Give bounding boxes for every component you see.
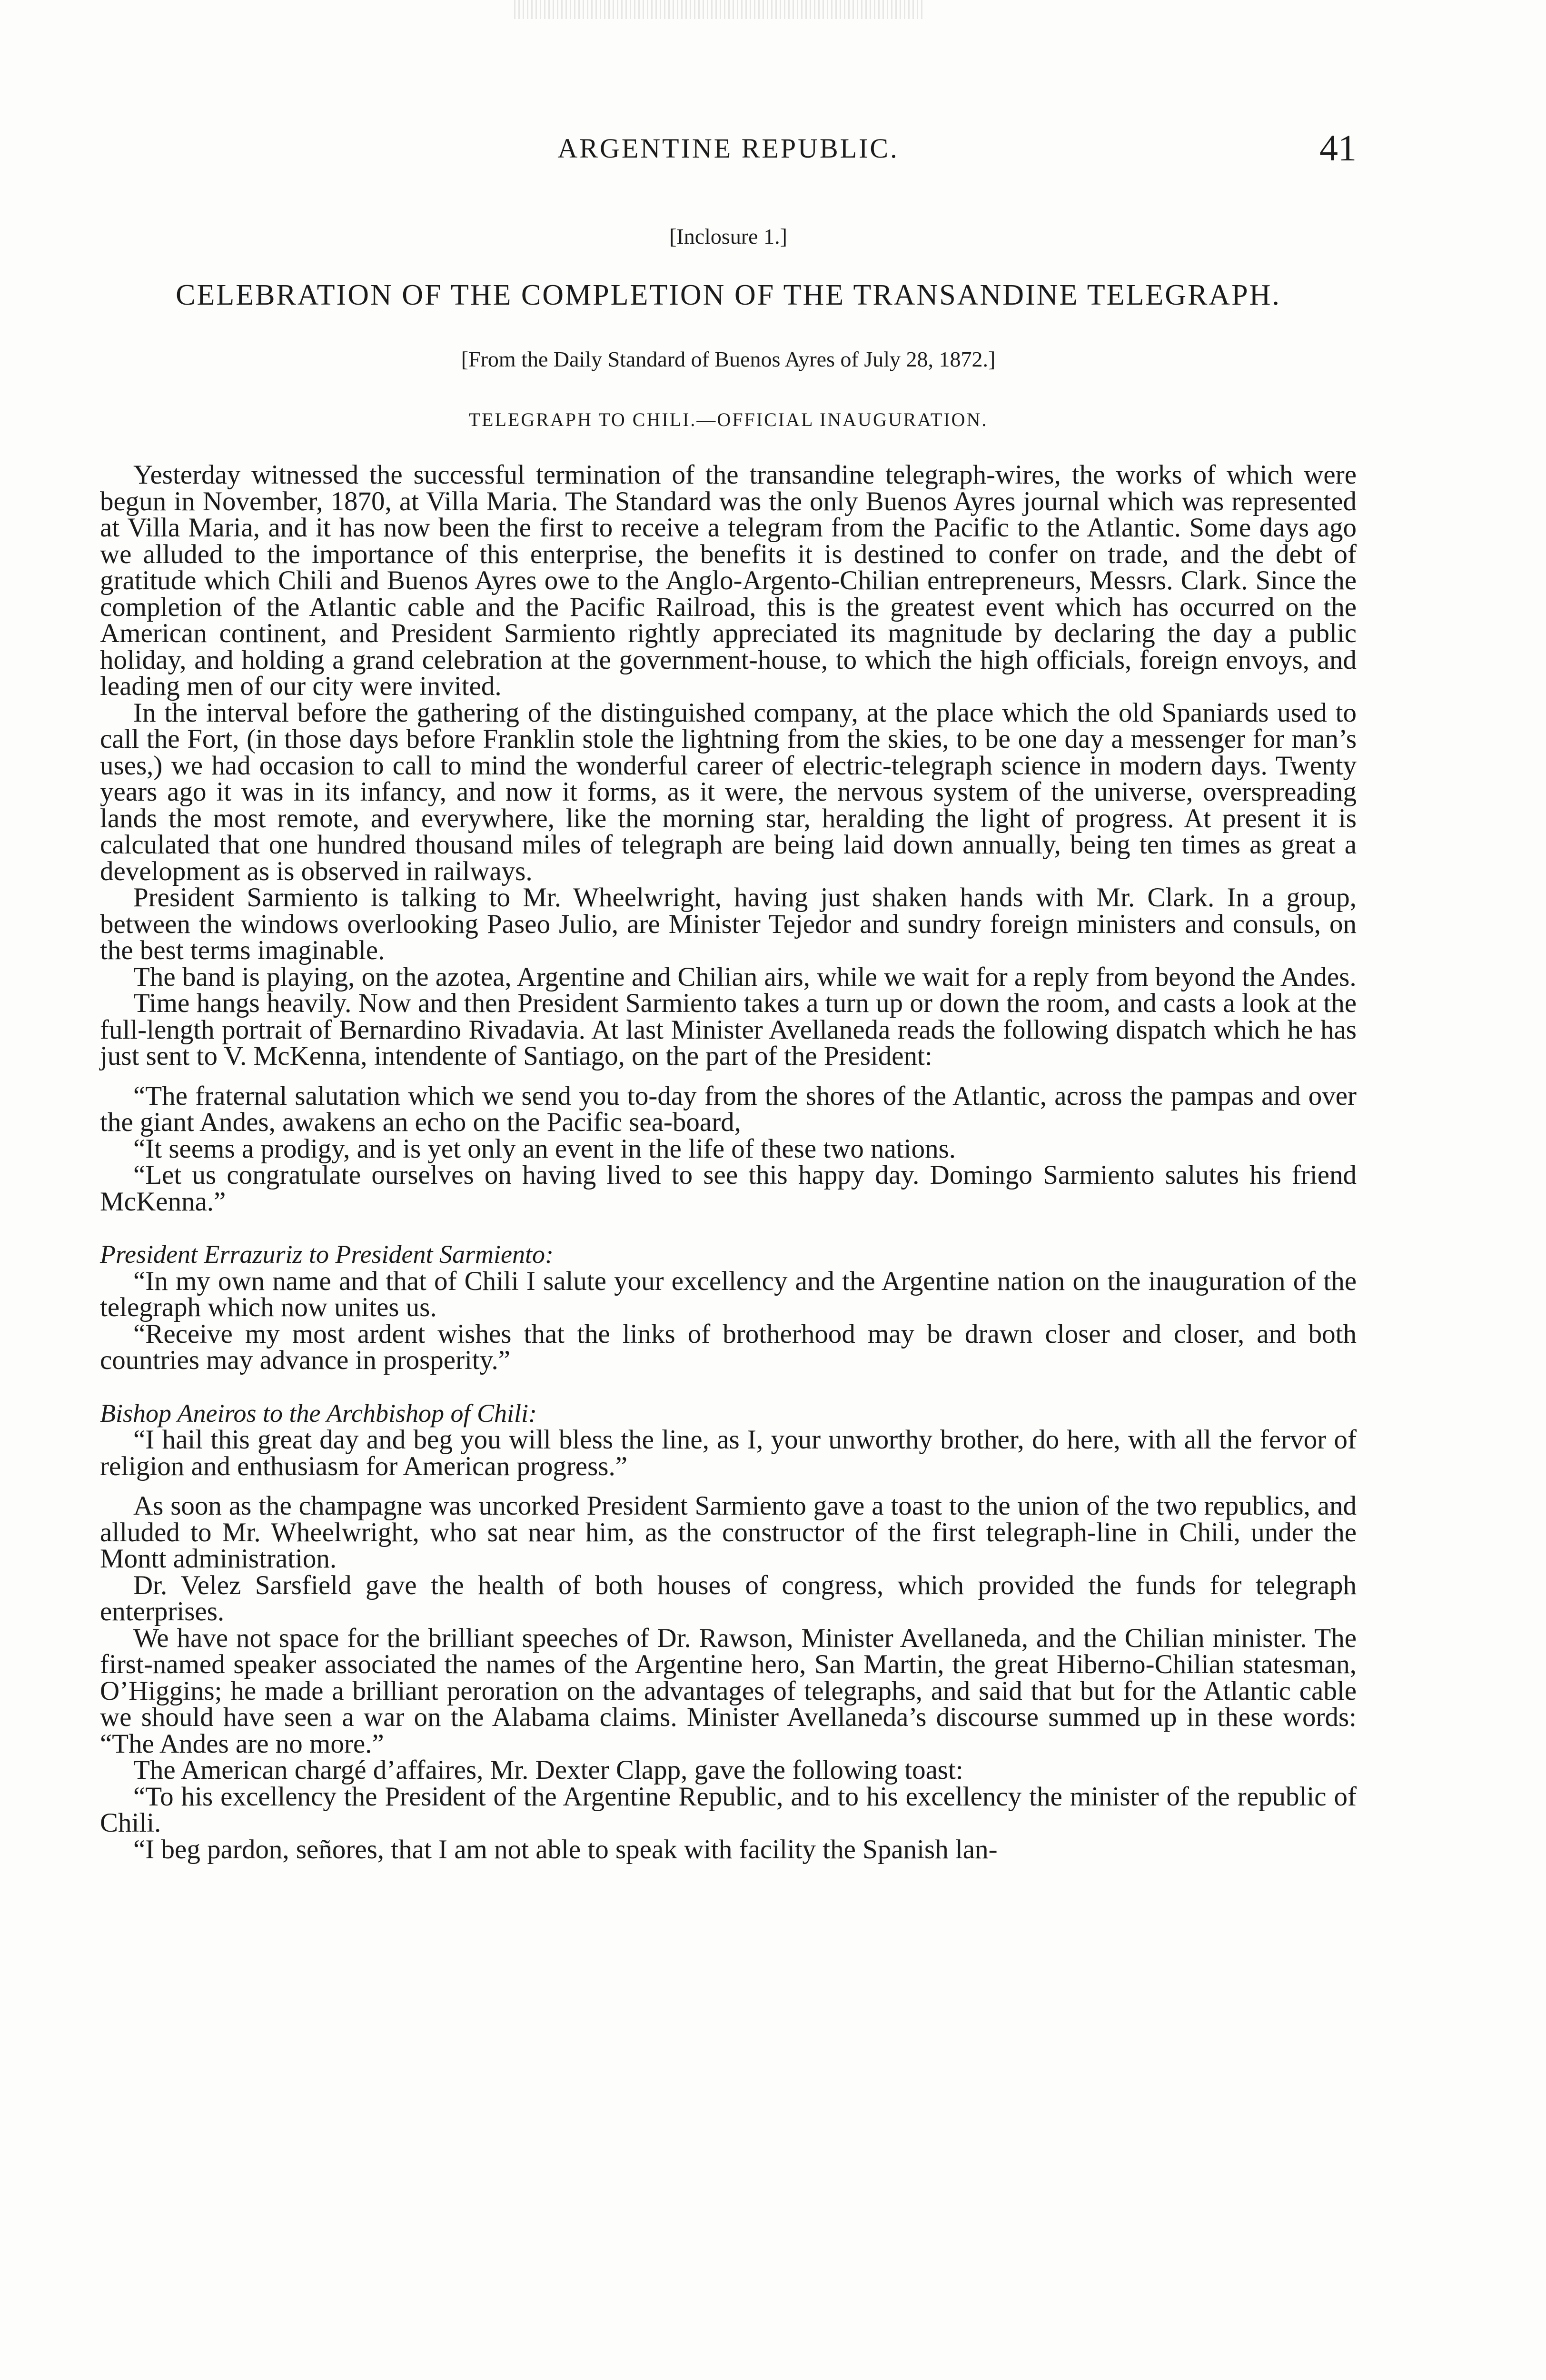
paragraph: The band is playing, on the azotea, Argentine and Chilian airs, while we wait for a reply from beyond the Andes.: [133, 962, 1357, 992]
paragraph: Time hangs heavily. Now and then President Sarmiento takes a turn up or down the room, and casts a look at the full-length portrait of Bernardino Rivadavia. At last Minister Avellaneda reads the following dispatch which he has just sent to V. McKenna, intendente of Santiago, on the part of the President:: [100, 988, 1357, 1071]
paragraph: The American chargé d’affaires, Mr. Dexter Clapp, gave the following toast:: [133, 1755, 963, 1785]
quote-paragraph: “I hail this great day and beg you will bless the line, as I, your unworthy brother, do here, with all the fervor of religion and enthusiasm for American progress.”: [100, 1425, 1357, 1481]
article-title: CELEBRATION OF THE COMPLETION OF THE TRANSANDINE TELEGRAPH.: [176, 279, 1281, 311]
source-line: [From the Daily Standard of Buenos Ayres of July 28, 1872.]: [461, 347, 996, 371]
quote-paragraph: “Let us congratulate ourselves on having lived to see this happy day. Domingo Sarmiento salutes his friend McKenna.”: [100, 1160, 1357, 1217]
paragraph: We have not space for the brilliant speeches of Dr. Rawson, Minister Avellaneda, and the Chilian minister. The first-named speaker associated the names of the Argentine hero, San Martin, the great Hiberno-Chilian statesman, O’Higgins; he made a brilliant peroration on the advantages of telegraphs, and said that but for the Atlantic cable we should have seen a war on the Alabama claims. Minister Avellaneda’s discourse summed up in these words: “The Andes are no more.”: [100, 1623, 1357, 1759]
quote-paragraph: “The fraternal salutation which we send you to-day from the shores of the Atlantic, across the pampas and over the giant Andes, awakens an echo on the Pacific sea-board,: [100, 1081, 1357, 1137]
running-head: [100, 127, 1357, 175]
quote-paragraph: “Receive my most ardent wishes that the links of brotherhood may be drawn closer and closer, and both countries may advance in prosperity.”: [100, 1319, 1357, 1375]
quote-paragraph: “To his excellency the President of the Argentine Republic, and to his excellency the minister of the republic of Chili.: [100, 1781, 1357, 1838]
section-heading: President Errazuriz to President Sarmiento:: [100, 1240, 554, 1269]
quote-paragraph: “In my own name and that of Chili I salute your excellency and the Argentine nation on the inauguration of the telegraph which now unites us.: [100, 1266, 1357, 1322]
paragraph: President Sarmiento is talking to Mr. Wheelwright, having just shaken hands with Mr. Clark. In a group, between the windows overlooking Paseo Julio, are Minister Tejedor and sundry foreign ministers and consuls, on the best terms imaginable.: [100, 883, 1357, 965]
quote-paragraph: “It seems a prodigy, and is yet only an event in the life of these two nations.: [133, 1133, 956, 1164]
quote-paragraph: “I beg pardon, señores, that I am not able to speak with facility the Spanish lan-: [133, 1834, 998, 1864]
article-body: [100, 462, 1357, 1863]
paragraph: In the interval before the gathering of the distinguished company, at the place which the old Spaniards used to call the Fort, (in those days before Franklin stole the lightning from the skies, to be one day a messenger for man’s uses,) we had occasion to call to mind the wonderful career of electric-telegraph science in modern days. Twenty years ago it was in its infancy, and now it forms, as it were, the nervous system of the universe, overspreading lands the most remote, and everywhere, like the morning star, heralding the light of progress. At present it is calculated that one hundred thousand miles of telegraph are being laid down annually, being ten times as great a development as is observed in railways.: [100, 697, 1357, 886]
paragraph: As soon as the champagne was uncorked President Sarmiento gave a toast to the union of the two republics, and alluded to Mr. Wheelwright, who sat near him, as the constructor of the first telegraph-line in Chili, under the Montt administration.: [100, 1491, 1357, 1574]
article-subtitle: TELEGRAPH TO CHILI.—OFFICIAL INAUGURATION.: [468, 409, 988, 430]
page-number: 41: [1319, 127, 1357, 169]
scan-noise: [514, 0, 923, 19]
paragraph: Yesterday witnessed the successful termination of the transandine telegraph-wires, the works of which were begun in November, 1870, at Villa Maria. The Standard was the only Buenos Ayres journal which was represented at Villa Maria, and it has now been the first to receive a telegram from the Pacific to the Atlantic. Some days ago we alluded to the importance of this enterprise, the benefits it is destined to confer on trade, and the debt of gratitude which Chili and Buenos Ayres owe to the Anglo-Argento-Chilian entrepreneurs, Messrs. Clark. Since the completion of the Atlantic cable and the Pacific Railroad, this is the greatest event which has occurred on the American continent, and President Sarmiento rightly appreciated its magnitude by declaring the day a public holiday, and holding a grand celebration at the government-house, to which the high officials, foreign envoys, and leading men of our city were invited.: [100, 460, 1357, 701]
paragraph: Dr. Velez Sarsfield gave the health of both houses of congress, which provided the funds for telegraph enterprises.: [100, 1570, 1357, 1626]
running-head-title: ARGENTINE REPUBLIC.: [557, 133, 899, 164]
section-heading: Bishop Aneiros to the Archbishop of Chili:: [100, 1398, 537, 1428]
enclosure-label: [Inclosure 1.]: [669, 224, 787, 248]
